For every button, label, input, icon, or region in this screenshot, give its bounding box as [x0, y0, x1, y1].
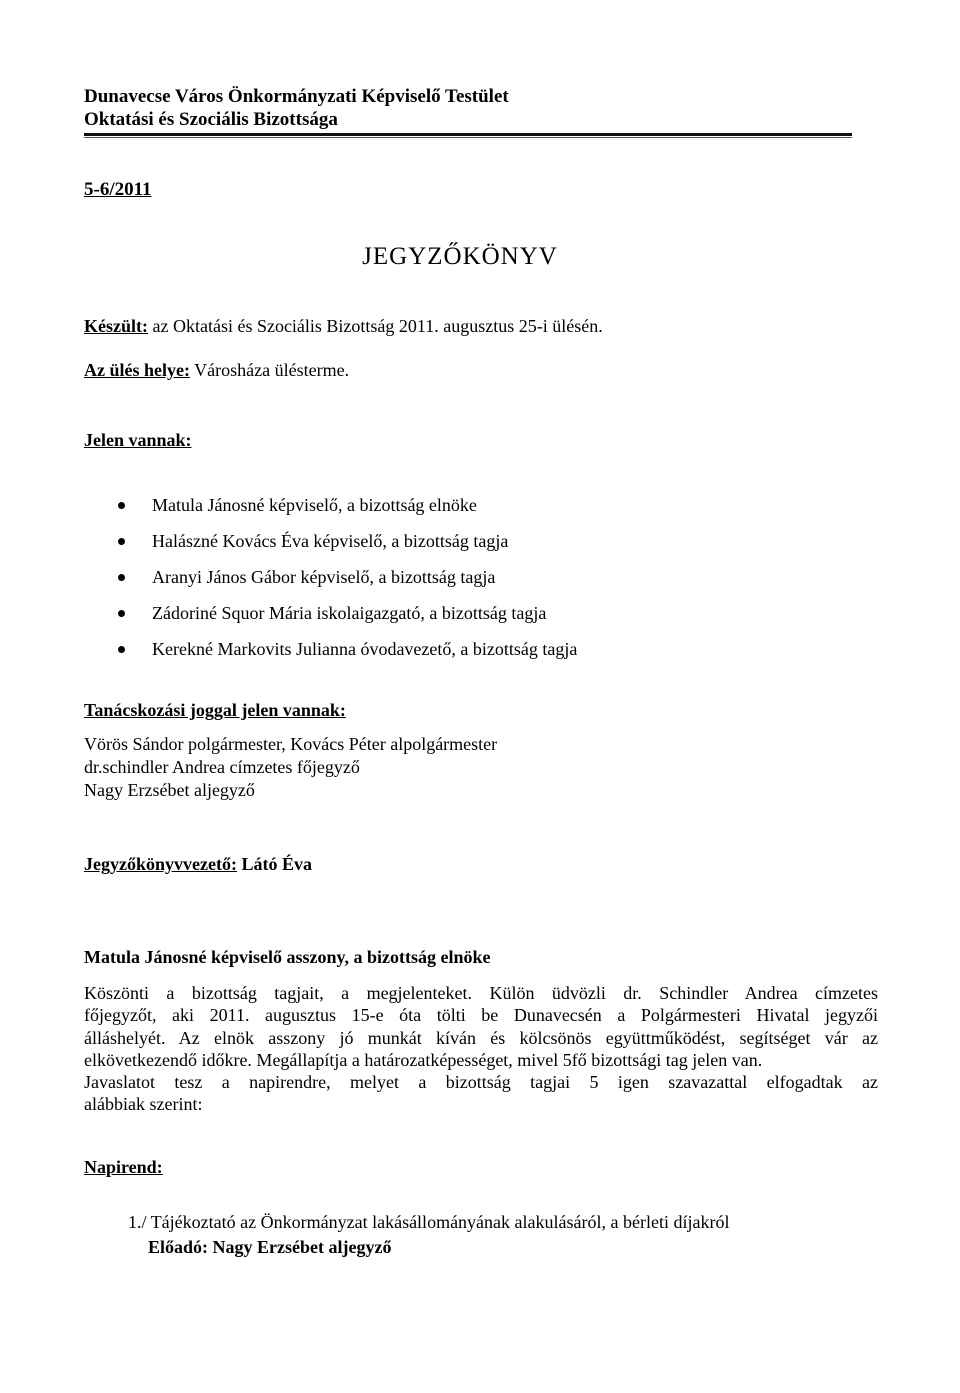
agenda-item	[128, 1212, 729, 1233]
bullet-icon	[118, 538, 125, 545]
bullet-icon	[118, 574, 125, 581]
made-text: az Oktatási és Szociális Bizottság 2011. augusztus 25-i ülésén.	[147, 316, 603, 336]
agenda-presenter: Előadó: Nagy Erzsébet aljegyző	[148, 1237, 392, 1257]
speech-line: Köszönti a bizottság tagjait, a megjelenteket. Külön üdvözli dr. Schindler Andrea címzetes	[84, 983, 878, 1003]
member-list	[84, 494, 577, 674]
header-divider	[84, 133, 852, 136]
list-item	[84, 494, 577, 530]
speech-line: főjegyzőt, aki 2011. augusztus 15-e óta tölti be Dunavecsén a Polgármesteri Hivatal jegyzői	[84, 1005, 878, 1026]
member-text: Aranyi János Gábor képviselő, a bizottság tagja	[152, 567, 496, 587]
speech-line: Javaslatot tesz a napirendre, melyet a bizottság tagjai 5 igen szavazattal elfogadtak az	[84, 1072, 878, 1093]
document-title: JEGYZŐKÖNYV	[362, 243, 558, 270]
advisory-line: Nagy Erzsébet aljegyző	[84, 780, 255, 800]
advisory-heading: Tanácskozási joggal jelen vannak:	[84, 700, 346, 720]
bullet-icon	[118, 610, 125, 617]
place-text: Városháza ülésterme.	[189, 360, 350, 380]
document-number: 5-6/2011	[84, 179, 152, 200]
advisory-line: Vörös Sándor polgármester, Kovács Péter alpolgármester	[84, 734, 498, 754]
list-item	[84, 602, 577, 638]
member-text: Kerekné Markovits Julianna óvodavezető, a bizottság tagja	[152, 639, 578, 659]
speech-line: alábbiak szerint:	[84, 1094, 203, 1115]
speech-paragraph	[84, 982, 878, 1116]
member-text: Zádoriné Squor Mária iskolaigazgató, a bizottság tagja	[152, 603, 547, 623]
place-line	[84, 360, 349, 381]
made-line	[84, 316, 603, 337]
bullet-icon	[118, 502, 125, 509]
bullet-icon	[118, 646, 125, 653]
header-divider-thin	[84, 137, 852, 138]
recorder-line	[84, 854, 312, 875]
made-label: Készült:	[84, 316, 148, 336]
present-heading: Jelen vannak:	[84, 430, 192, 450]
speech-line: elkövetkezendő időkre. Megállapítja a határozatképességet, mivel 5fő bizottsági tag jelen van.	[84, 1049, 763, 1070]
agenda-heading: Napirend:	[84, 1157, 163, 1177]
list-item	[84, 638, 577, 674]
list-item	[84, 530, 577, 566]
recorder-name: Látó Éva	[236, 854, 312, 874]
place-label: Az ülés helye:	[84, 360, 190, 380]
speech-line: álláshelyét. Az elnök asszony jó munkát kíván és kölcsönös együttműködést, segítséget vár az	[84, 1027, 878, 1048]
advisory-line: dr.schindler Andrea címzetes főjegyző	[84, 757, 360, 777]
agenda-item-number: 1./	[128, 1212, 147, 1232]
member-text: Halászné Kovács Éva képviselő, a bizottság tagja	[152, 531, 509, 551]
member-text: Matula Jánosné képviselő, a bizottság elnöke	[152, 495, 477, 515]
recorder-label: Jegyzőkönyvvezető:	[84, 854, 237, 874]
committee-name: Oktatási és Szociális Bizottsága	[84, 109, 338, 130]
agenda-item-text: Tájékoztató az Önkormányzat lakásállományának alakulásáról, a bérleti díjakról	[146, 1212, 730, 1232]
list-item	[84, 566, 577, 602]
organization-name: Dunavecse Város Önkormányzati Képviselő Testület	[84, 86, 509, 107]
speaker-heading: Matula Jánosné képviselő asszony, a bizottság elnöke	[84, 947, 491, 967]
